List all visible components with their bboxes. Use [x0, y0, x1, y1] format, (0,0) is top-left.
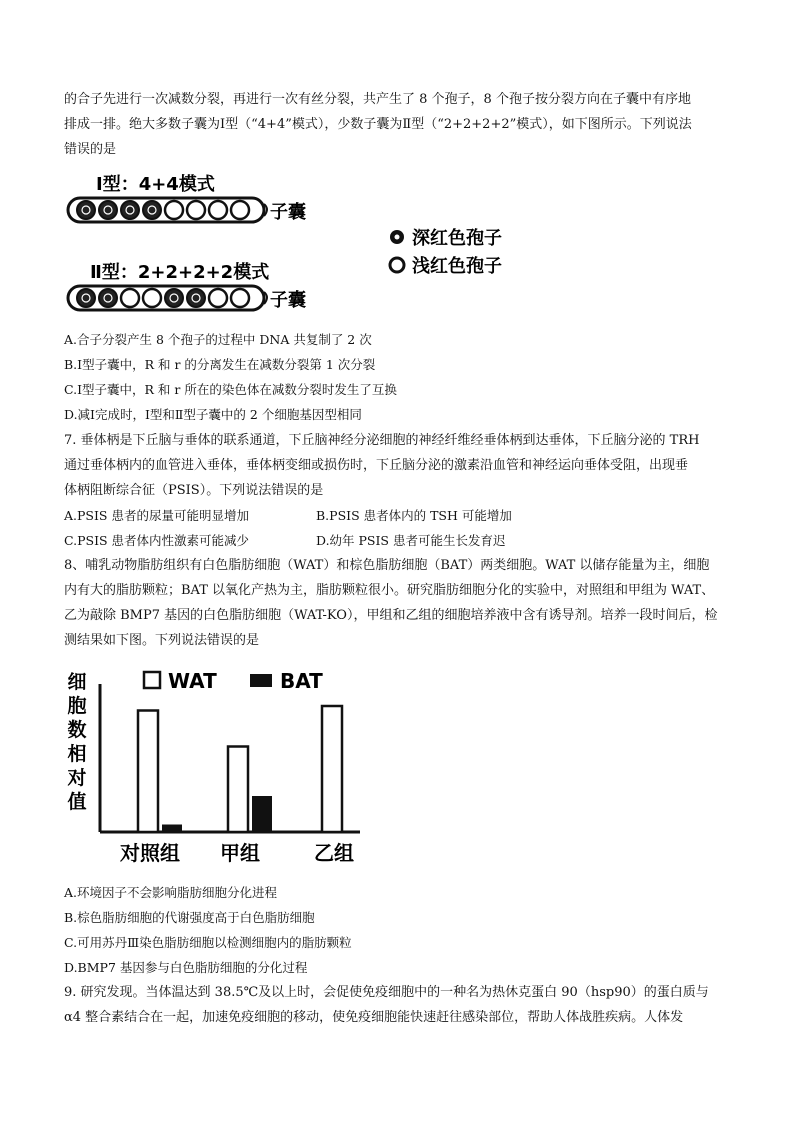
intro-line-2: 排成一排。绝大多数子囊为Ⅰ型（“4+4”模式），少数子囊为Ⅱ型（“2+2+2+2”模式），如下图所示。下列说法 — [64, 117, 692, 132]
ylabel-char: 相 — [67, 743, 87, 765]
bar-wat-2 — [322, 706, 342, 832]
q7-line-1: 7. 垂体柄是下丘脑与垂体的联系通道，下丘脑神经分泌细胞的神经纤维经垂体柄到达垂体，下丘脑分泌的 TRH — [64, 433, 700, 448]
legend-dark-label: 深红色孢子 — [412, 228, 502, 249]
type1-spore-light — [187, 201, 205, 219]
type1-spore-light — [209, 201, 227, 219]
legend-wat-label: WAT — [168, 669, 217, 693]
q8-option-b: B.棕色脂肪细胞的代谢强度高于白色脂肪细胞 — [64, 910, 315, 925]
q6-option-d: D.减Ⅰ完成时，Ⅰ型和Ⅱ型子囊中的 2 个细胞基因型相同 — [64, 407, 362, 422]
type2-spore-dark — [99, 289, 117, 307]
type1-spore-light — [231, 201, 249, 219]
intro-line-1: 的合子先进行一次减数分裂，再进行一次有丝分裂，共产生了 8 个孢子，8 个孢子按分裂方向在子囊中有序地 — [64, 92, 691, 107]
cell-count-bar-chart — [60, 662, 390, 870]
q9-line-2: α4 整合素结合在一起，加速免疫细胞的移动，使免疫细胞能快速赶往感染部位，帮助人体战胜疾病。人体发 — [64, 1010, 684, 1025]
q7-option-a: A.PSIS 患者的尿量可能明显增加 — [64, 508, 249, 523]
type1-spore-dark — [143, 201, 161, 219]
type2-spore-light — [143, 289, 161, 307]
q6-option-b: B.Ⅰ型子囊中，R 和 r 的分离发生在减数分裂第 1 次分裂 — [64, 357, 376, 372]
bar-wat-1 — [228, 747, 248, 833]
q8-line-3: 乙为敲除 BMP7 基因的白色脂肪细胞（WAT-KO），甲组和乙组的细胞培养液中含有诱导剂。培养一段时间后，检 — [64, 608, 718, 623]
type2-spore-dark — [165, 289, 183, 307]
legend-bat-label: BAT — [280, 669, 323, 693]
ylabel-char: 细 — [67, 671, 87, 693]
q8-line-4: 测结果如下图。下列说法错误的是 — [64, 633, 260, 648]
type1-ascus-label: 子囊 — [270, 202, 306, 223]
q7-line-2: 通过垂体柄内的血管进入垂体，垂体柄变细或损伤时，下丘脑分泌的激素沿血管和神经运向垂体受阻，出现垂 — [64, 458, 689, 473]
q7-option-b: B.PSIS 患者体内的 TSH 可能增加 — [316, 508, 512, 523]
intro-line-3: 错误的是 — [64, 142, 117, 157]
type2-ascus-label: 子囊 — [270, 290, 306, 311]
type2-spore-dark — [77, 289, 95, 307]
bar-bat-1 — [252, 796, 272, 832]
type1-spore-light — [165, 201, 183, 219]
type1-spore-dark — [121, 201, 139, 219]
type2-spore-light — [231, 289, 249, 307]
legend-bat-swatch — [250, 674, 272, 687]
light-spore-legend-icon — [390, 258, 404, 272]
ylabel-char: 数 — [67, 719, 87, 741]
legend-wat-swatch — [144, 672, 160, 688]
q8-line-1: 8、哺乳动物脂肪组织有白色脂肪细胞（WAT）和棕色脂肪细胞（BAT）两类细胞。WAT 以储存能量为主，细胞 — [64, 558, 710, 573]
legend-light-label: 浅红色孢子 — [412, 256, 502, 277]
type2-spore-light — [209, 289, 227, 307]
type1-spore-dark — [99, 201, 117, 219]
q7-option-c: C.PSIS 患者体内性激素可能减少 — [64, 533, 250, 548]
ylabel-char: 值 — [67, 791, 87, 813]
ylabel-char: 胞 — [67, 695, 87, 717]
q7-option-d: D.幼年 PSIS 患者可能生长发育迟 — [316, 533, 506, 548]
ylabel-char: 对 — [67, 767, 87, 789]
q9-line-1: 9. 研究发现。当体温达到 38.5℃及以上时，会促使免疫细胞中的一种名为热休克蛋白 90（hsp90）的蛋白质与 — [64, 985, 709, 1000]
q8-option-c: C.可用苏丹Ⅲ染色脂肪细胞以检测细胞内的脂肪颗粒 — [64, 935, 352, 950]
q8-line-2: 内有大的脂肪颗粒；BAT 以氧化产热为主，脂肪颗粒很小。研究脂肪细胞分化的实验中，对照组和甲组为 WAT、 — [64, 583, 715, 598]
bar-bat-0 — [162, 825, 182, 833]
type1-title: Ⅰ型：4+4模式 — [96, 174, 215, 195]
type2-spores — [77, 289, 249, 307]
chart-ylabel — [67, 671, 86, 813]
ascus-figure — [60, 168, 540, 318]
bar-wat-0 — [138, 711, 158, 833]
q6-option-c: C.Ⅰ型子囊中，R 和 r 所在的染色体在减数分裂时发生了互换 — [64, 382, 397, 397]
x-tick-label-0: 对照组 — [120, 841, 180, 865]
type1-spores — [77, 201, 249, 219]
type2-title: Ⅱ型：2+2+2+2模式 — [90, 262, 270, 283]
x-tick-label-2: 乙组 — [314, 841, 354, 865]
q8-option-a: A.环境因子不会影响脂肪细胞分化进程 — [64, 885, 278, 900]
type1-spore-dark — [77, 201, 95, 219]
type2-spore-dark — [187, 289, 205, 307]
type2-spore-light — [121, 289, 139, 307]
q6-option-a: A.合子分裂产生 8 个孢子的过程中 DNA 共复制了 2 次 — [64, 332, 372, 347]
x-tick-label-1: 甲组 — [220, 841, 260, 865]
q8-option-d: D.BMP7 基因参与白色脂肪细胞的分化过程 — [64, 960, 308, 975]
q7-line-3: 体柄阻断综合征（PSIS）。下列说法错误的是 — [64, 483, 324, 498]
